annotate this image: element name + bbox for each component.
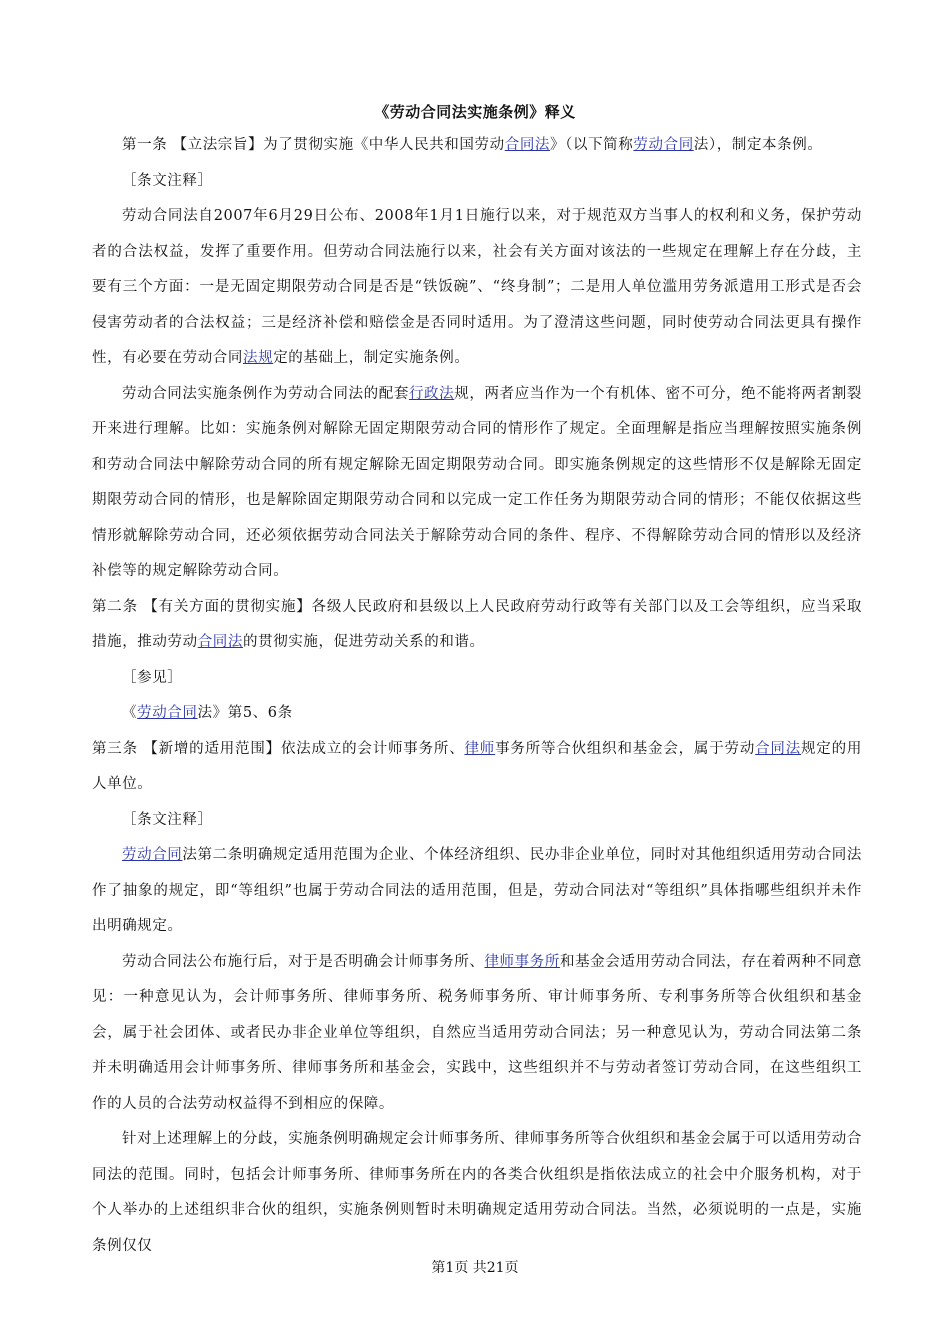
text-run: 针对上述理解上的分歧，实施条例明确规定会计师事务所、律师事务所等合伙组织和基金会属于可以适用劳动合同法的范围。同时，包括会计师事务所、律师事务所在内的各类合伙组织是指依法成立的社会中介服务机构，对于个人举办的上述组织非合伙的组织，实施条例则暂时未明确规定适用劳动合同法。当然，必须说明的一点是，实施条例仅仅 — [92, 1131, 862, 1254]
hyperlink[interactable]: 合同法 — [755, 740, 802, 757]
text-run: 》（以下简称 — [550, 137, 634, 153]
paragraph — [92, 803, 862, 839]
paragraph — [92, 696, 862, 732]
paragraph — [92, 377, 862, 590]
hyperlink[interactable]: 劳动合同 — [137, 705, 198, 721]
hyperlink[interactable]: 合同法 — [197, 634, 244, 650]
text-run: 劳动合同法实施条例作为劳动合同法的配套 — [122, 385, 409, 402]
text-run: 法），制定本条例。 — [693, 137, 823, 153]
paragraph — [92, 128, 862, 164]
paragraph — [92, 590, 862, 661]
text-run: 和基金会适用劳动合同法，存在着两种不同意见：一种意见认为，会计师事务所、律师事务所、税务师事务所、审计师事务所、专利事务所等合伙组织和基金会，属于社会团体、或者民办非企业单位等组织，自然应当适用劳动合同法；另一种意见认为，劳动合同法第二条并未明确适用会计师事务所、律师事务所和基金会，实践中，这些组织并不与劳动者签订劳动合同，在这些组织工作的人员的合法劳动权益得不到相应的保障。 — [92, 953, 863, 1112]
hyperlink[interactable]: 律师事务所 — [484, 953, 560, 970]
paragraph — [92, 164, 862, 200]
paragraph — [92, 661, 862, 697]
text-run: 事务所等合伙组织和基金会，属于劳动 — [495, 740, 756, 757]
text-run: 劳动合同法自2007年6月29日公布、2008年1月1日施行以来，对于规范双方当事人的权利和义务，保护劳动者的合法权益，发挥了重要作用。但劳动合同法施行以来，社会有关方面对该法的一些规定在理解上存在分歧，主要有三个方面：一是无固定期限劳动合同是否是“铁饭碗”、“终身制”；二是用人单位滥用劳务派遣用工形式是否会侵害劳动者的合法权益；三是经济补偿和赔偿金是否同时适用。为了澄清这些问题，同时使劳动合同法更具有操作性，有必要在劳动合同 — [92, 208, 862, 366]
text-run: 劳动合同法公布施行后，对于是否明确会计师事务所、 — [122, 953, 485, 970]
text-run: ［条文注释］ — [122, 172, 213, 189]
text-run: ［条文注释］ — [122, 811, 213, 828]
paragraph — [92, 199, 862, 377]
text-run: 第三条 【新增的适用范围】依法成立的会计师事务所、 — [92, 740, 465, 757]
text-run: 规定的用人单位。 — [92, 740, 863, 792]
text-run: 《 — [122, 705, 138, 721]
text-run: 第二条 【有关方面的贯彻实施】各级人民政府和县级以上人民政府劳动行政等有关部门以及工会等组织，应当采取措施，推动劳动 — [92, 598, 862, 650]
paragraph — [92, 838, 862, 945]
hyperlink[interactable]: 法规 — [243, 350, 274, 366]
paragraph — [92, 732, 862, 803]
text-run: 规，两者应当作为一个有机体、密不可分，绝不能将两者割裂开来进行理解。比如：实施条例对解除无固定期限劳动合同的情形作了规定。全面理解是指应当理解按照实施条例和劳动合同法中解除劳动合同的所有规定解除无固定期限劳动合同。即实施条例规定的这些情形不仅是解除无固定期限劳动合同的情形，也是解除固定期限劳动合同和以完成一定工作任务为期限劳动合同的情形；不能仅依据这些情形就解除劳动合同，还必须依据劳动合同法关于解除劳动合同的条件、程序、不得解除劳动合同的情形以及经济补偿等的规定解除劳动合同。 — [92, 385, 862, 579]
document-title: 《劳动合同法实施条例》释义 — [374, 103, 576, 121]
hyperlink[interactable]: 劳动合同 — [633, 137, 694, 153]
text-run: 法第二条明确规定适用范围为企业、个体经济组织、民办非企业单位，同时对其他组织适用劳动合同法作了抽象的规定，即“等组织”也属于劳动合同法的适用范围，但是，劳动合同法对“等组织”具体指哪些组织并未作出明确规定。 — [92, 847, 863, 934]
paragraph — [92, 945, 862, 1123]
hyperlink[interactable]: 行政法 — [408, 385, 455, 402]
hyperlink[interactable]: 劳动合同 — [122, 847, 183, 863]
page-footer: 第1页 共21页 — [431, 1260, 519, 1276]
paragraph — [92, 1122, 862, 1264]
text-run: 的贯彻实施，促进劳动关系的和谐。 — [243, 634, 485, 650]
text-run: 第一条 【立法宗旨】为了贯彻实施《中华人民共和国劳动 — [122, 137, 505, 153]
text-run: 法》第5、6条 — [197, 705, 293, 721]
hyperlink[interactable]: 合同法 — [504, 137, 551, 153]
hyperlink[interactable]: 律师 — [464, 740, 496, 757]
text-run: ［参见］ — [122, 669, 183, 686]
document-body — [92, 128, 862, 1264]
text-run: 定的基础上，制定实施条例。 — [273, 350, 470, 366]
